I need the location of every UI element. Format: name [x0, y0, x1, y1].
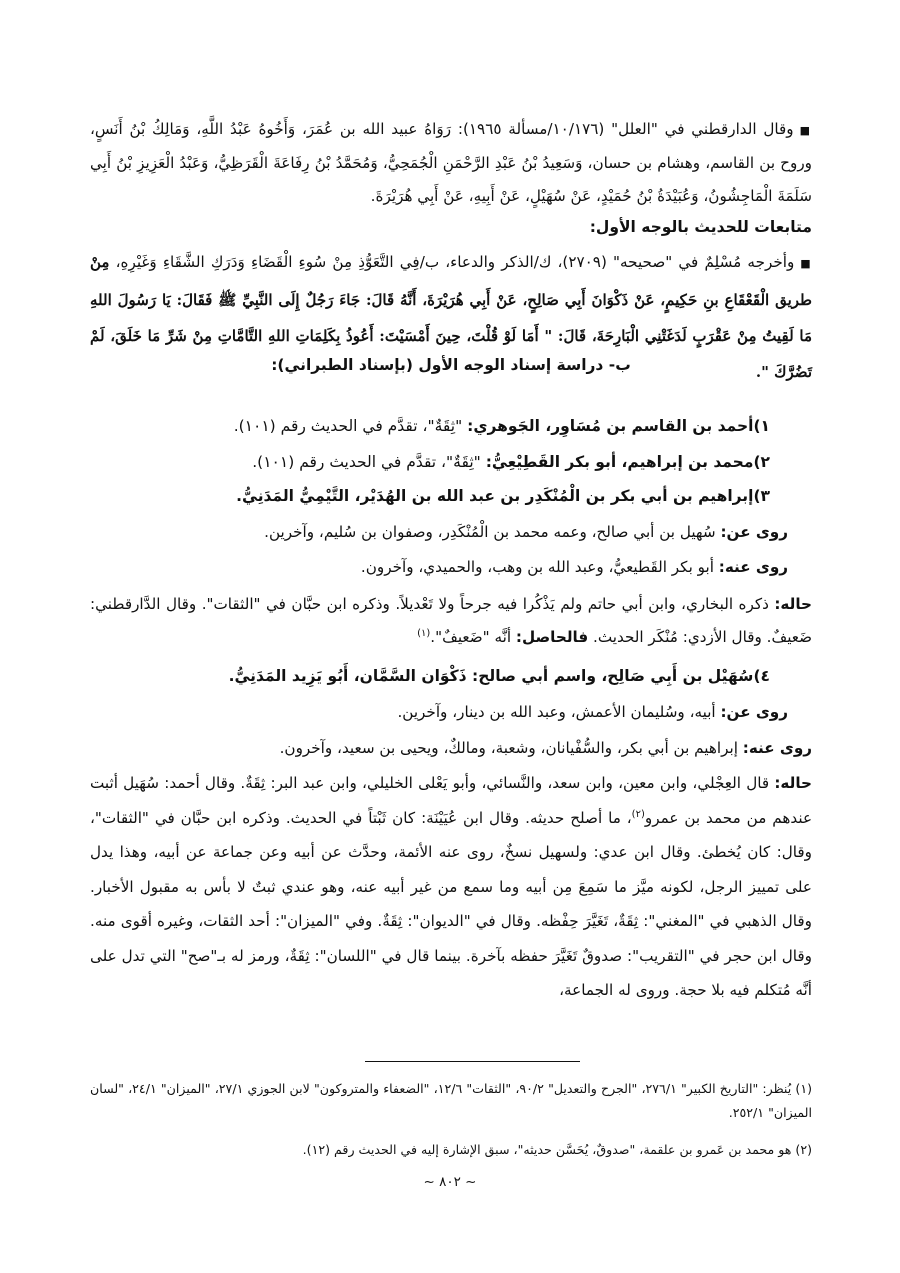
- footnote-text: (٢) هو محمد بن عَمرو بن علقمة، "صدوقٌ، يُحَسَّن حديثه"، سبق الإشارة إليه في الحديث رقم (١٢).: [302, 1142, 812, 1157]
- paragraph-text: وقال الدارقطني في "العلل" (١٠/١٧٦/مسألة ١٩٦٥): رَوَاهُ عبيد الله بن عُمَرَ، وَأَخُوهُ عَبْدُ اللَّهِ، وَمَالِكُ بْنُ أَنَسٍ، وروح بن القاسم، وهشام بن حسان، وَسَعِيدُ بْنُ عَبْدِ الرَّحْمَنِ الْجُمَحِيُّ، وَمُحَمَّدُ بْنُ رِفَاعَةَ الْقَرَظِيُّ، وَعَبْدُ الْعَزِيزِ بْنُ أَبِي سَلَمَةَ الْمَاجِشُونُ، وَعُبَيْدَةُ بْنُ حُمَيْدٍ، عَنْ سُهَيْلٍ، عَنْ أَبِيهِ، عَنْ أَبِي هُرَيْرَةَ.: [90, 120, 812, 205]
- narrator-note: "ثِقَةٌ"، تقدَّم في الحديث رقم (١٠١).: [252, 453, 486, 471]
- narrator-4: [90, 660, 770, 693]
- result-label: فالحاصل:: [515, 628, 589, 646]
- narrated-from-text: أبيه، وسُليمان الأعمش، وعبد الله بن دينار، وآخرين.: [397, 703, 721, 721]
- narrated-by-text: إبراهيم بن أبي بكر، والسُّفْيانان، وشعبة، ومالكٌ، ويحيى بن سعيد، وآخرون.: [279, 739, 743, 757]
- hadith-text: مِنْ طريق الْقَعْقَاعِ بنِ حَكِيمٍ، عَنْ ذَكْوَانَ أَبِي صَالِحٍ، عَنْ أَبِي هُرَيْرَةَ، أَنَّهُ قَالَ: جَاءَ رَجُلٌ إِلَى النَّبِيِّ ﷺ فَقَالَ: يَا رَسُولَ اللهِ مَا لَقِيتُ مِنْ عَقْرَبٍ لَدَغَتْنِي الْبَارِحَةَ، قَالَ: " أَمَا لَوْ قُلْتَ، حِينَ أَمْسَيْتَ: أَعُوذُ بِكَلِمَاتِ اللهِ التَّامَّاتِ مِنْ شَرِّ مَا خَلَقَ، لَمْ تَضُرَّكَ ".: [90, 253, 812, 381]
- section-title: [90, 349, 812, 382]
- heading-text: متابعات للحديث بالوجه الأول:: [589, 218, 812, 236]
- narrator-4-by: [90, 732, 812, 765]
- narrated-from-text: سُهيل بن أبي صالح، وعمه محمد بن الْمُنْكَدِر، وصفوان بن سُليم، وآخرين.: [264, 523, 721, 541]
- narrator-number: ١): [753, 417, 770, 435]
- narrated-from-label: روى عن:: [720, 703, 788, 721]
- status-text-b: ، ما أصلح حديثه. وقال ابن عُيَيْنَة: كان ثَبْتاً في الحديث. وذكره ابن حبَّان في "الثقات"، وقال: كان يُخطئ. وقال ابن عدي: ولسهيل نسخٌ، روى عنه الأئمة، وحدَّث عن أبيه وعن جماعة عن أبيه، وهذا يدل على تمييز الرجل، لكونه ميَّز ما سَمِعَ مِن أبيه وما سمع من غير أبيه عنه، وهو عندي ثبتٌ لا بأس به مقبول الأخبار. وقال الذهبي في "المغني": ثِقَةٌ، تَغَيَّرَ حِفْظه. وقال في "الديوان": ثِقَةٌ. وفي "الميزان": أحد الثقات، وغيره أقوى منه. وقال ابن حجر في "التقريب": صدوقٌ تَغَيَّرَ حفظه بآخرة. بينما قال في "اللسان": ثِقَةٌ، ورمز له بـ"صح" التي تدل على أنَّه مُتكلم فيه بلا حجة. وروى له الجماعة،: [90, 808, 812, 999]
- narrator-name: سُهَيْل بن أَبِي صَالِح، واسم أبي صالح: ذَكْوَان السَّمَّان، أَبُو يَزِيد المَدَنِيُّ.: [228, 667, 754, 685]
- footnote-text: (١) يُنظر: "التاريخ الكبير" ٢٧٦/١، "الجرح والتعديل" ٩٠/٢، "الثقات" ١٢/٦، "الضعفاء والمتروكون" لابن الجوزي ٢٧/١، "الميزان" ٢٤/١، "لسان الميزان" ٢٥٢/١.: [90, 1081, 812, 1120]
- narrator-1: [90, 410, 770, 443]
- narrator-name: أحمد بن القاسم بن مُسَاوِر، الجَوهري:: [467, 417, 754, 435]
- footnote-1: [90, 1077, 812, 1125]
- footnote-2: [90, 1138, 812, 1162]
- status-text: ذكره البخاري، وابن أبي حاتم ولم يَذْكُرا فيه جرحاً ولا تَعْديلاً. وذكره ابن حبَّان في "الثقات". وقال الدَّارقطني: ضَعيفٌ. وقال الأزدي: مُنْكَر الحديث.: [90, 595, 812, 646]
- narrator-note: "ثِقَةٌ"، تقدَّم في الحديث رقم (١٠١).: [233, 417, 468, 435]
- narrated-by-text: أبو بكر القَطيعيُّ، وعبد الله بن وهب، والحميدي، وآخرون.: [360, 558, 719, 576]
- bullet-square-icon: ■: [799, 124, 812, 137]
- narrator-4-from: [90, 696, 788, 729]
- status-label: حاله:: [774, 774, 812, 792]
- narrator-4-status: [90, 766, 812, 1008]
- narrator-3-from: [90, 516, 788, 549]
- page-number: ~ ٨٠٢ ~: [423, 1174, 477, 1190]
- narrator-3-by: [90, 551, 788, 584]
- bullet-square-icon: ■: [800, 257, 812, 270]
- result-text: أنَّه "ضَعيفٌ".: [430, 628, 516, 646]
- narrated-from-label: روى عن:: [720, 523, 788, 541]
- narrator-name: إبراهيم بن أبي بكر بن الْمُنْكَدِر بن عبد الله بن الهُدَيْر، التَّيْمِيُّ المَدَنِيُّ.: [236, 487, 754, 505]
- section-title-text: ب- دراسة إسناد الوجه الأول (بإسناد الطبراني):: [271, 356, 631, 374]
- paragraph-daraqutni: [90, 113, 812, 213]
- narrated-by-label: روى عنه:: [718, 558, 788, 576]
- status-label: حاله:: [774, 595, 812, 613]
- narrator-number: ٤): [753, 667, 770, 685]
- footnote-divider: [365, 1061, 580, 1062]
- muslim-intro: وأخرجه مُسْلِمٌ في "صحيحه" (٢٧٠٩)، ك/الذكر والدعاء، ب/فِي التَّعَوُّذِ مِنْ سُوءِ الْقَضَاءِ وَدَرَكِ الشَّقَاءِ وَغَيْرِهِ،: [115, 253, 795, 271]
- footnote-ref-2[interactable]: (٢): [631, 808, 645, 820]
- narrator-2: [90, 446, 770, 479]
- narrator-name: محمد بن إبراهيم، أبو بكر القَطِيْعِيُّ:: [485, 453, 754, 471]
- narrator-3-status: [90, 588, 812, 654]
- narrator-3: [90, 480, 770, 513]
- footnote-ref-1[interactable]: (١): [417, 627, 431, 639]
- followups-heading: [90, 211, 812, 244]
- narrator-number: ٣): [753, 487, 770, 505]
- status-text-a: قال العِجْلي، وابن معين، وابن سعد، والنَّسائي، وأبو يَعْلى الخليلي، وابن عبد البر: ثِقَةٌ. وقال أحمد: سُهَيل أثبت عندهم من محمد بن عمرو: [90, 774, 813, 827]
- narrator-number: ٢): [753, 453, 770, 471]
- narrated-by-label: روى عنه:: [742, 739, 812, 757]
